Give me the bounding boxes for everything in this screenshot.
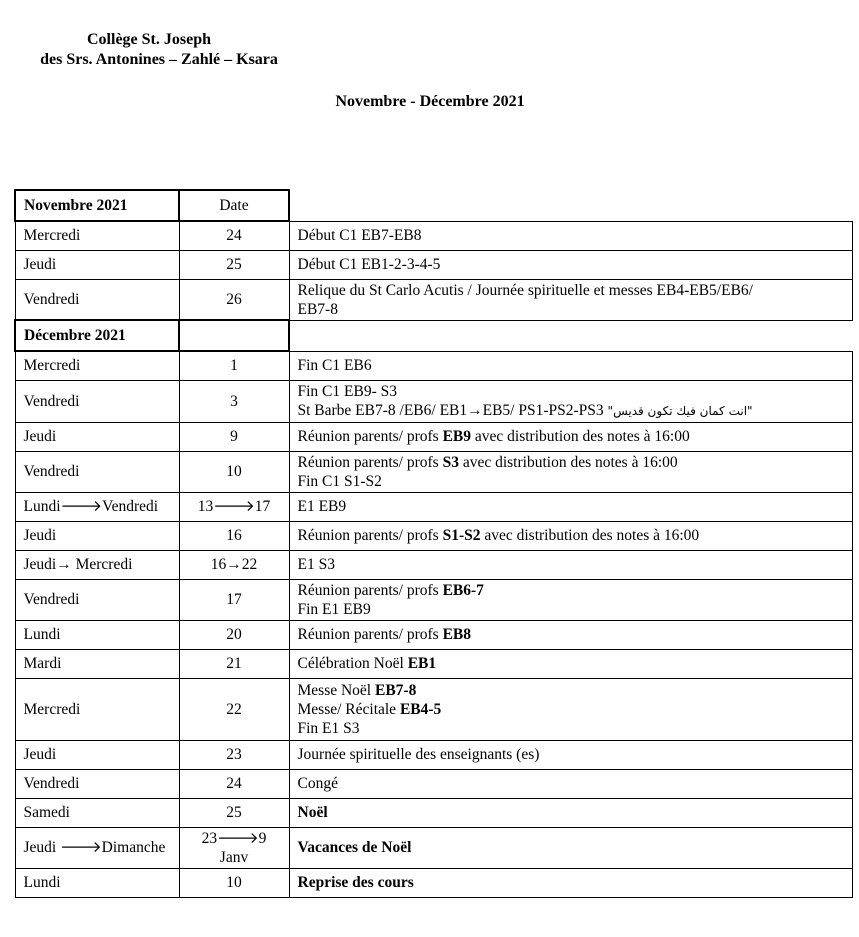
event-text-bold: Vacances de Noël: [297, 839, 412, 856]
event-day: Jeudi→ Mercredi: [15, 550, 179, 579]
event-day: Jeudi: [15, 250, 179, 279]
event-row: [15, 250, 852, 279]
event-description: [289, 351, 852, 380]
event-line: [298, 600, 844, 619]
event-row: [15, 521, 852, 550]
event-line: [298, 453, 844, 472]
event-text: E1 S3: [297, 556, 335, 573]
event-line: [298, 382, 844, 401]
school-name: Collège St. Joseph: [87, 31, 211, 48]
event-text: Fin E1 S3: [297, 719, 360, 737]
event-description: [289, 798, 852, 827]
event-text: St Barbe EB7-8 /EB6/ EB1→EB5/ PS1-PS2-PS3: [297, 401, 608, 419]
event-line: [298, 654, 844, 673]
event-day: Mercredi: [15, 678, 179, 740]
event-day: Lundi: [15, 620, 179, 649]
event-date: 1: [179, 351, 289, 380]
date-column-header: [179, 320, 289, 351]
event-day: Vendredi: [15, 279, 179, 320]
event-line: [298, 774, 844, 793]
event-date: 22: [179, 678, 289, 740]
event-text-bold: Reprise des cours: [297, 874, 414, 891]
event-date: 26: [179, 279, 289, 320]
event-date: 10: [179, 868, 289, 897]
event-line: [298, 745, 844, 764]
event-text: Journée spirituelle des enseignants (es): [297, 746, 540, 763]
date-column-header: Date: [179, 190, 289, 221]
event-date: 17: [179, 579, 289, 620]
event-date: 25: [179, 250, 289, 279]
event-text: Début C1 EB1-2-3-4-5: [297, 256, 441, 273]
event-text-bold: EB8: [442, 626, 472, 643]
event-row: [15, 620, 852, 649]
event-date: 23🡒9 Janv: [179, 827, 289, 868]
event-line: [298, 427, 844, 446]
event-date: 20: [179, 620, 289, 649]
event-day: Mardi: [15, 649, 179, 678]
event-day: Lundi🡒Vendredi: [15, 492, 179, 521]
event-date: 9: [179, 422, 289, 451]
event-day: Vendredi: [15, 451, 179, 492]
event-text: avec distribution des notes à 16:00: [458, 453, 678, 471]
event-row: [15, 380, 852, 422]
event-text: Congé: [297, 775, 338, 792]
event-description: [289, 678, 852, 740]
event-line: [298, 873, 844, 892]
event-row: [15, 798, 852, 827]
page-title: Novembre - Décembre 2021: [335, 93, 525, 110]
event-description: [289, 221, 852, 250]
event-line: [298, 803, 844, 822]
event-text-bold: S1-S2: [442, 527, 481, 544]
event-date: 13🡒17: [179, 492, 289, 521]
event-day: Jeudi: [15, 740, 179, 769]
event-date: 24: [179, 221, 289, 250]
event-text: Relique du St Carlo Acutis / Journée spirituelle et messes EB4-EB5/EB6/: [297, 281, 753, 299]
event-date: 21: [179, 649, 289, 678]
section-blank-cell: [289, 190, 852, 221]
event-text: avec distribution des notes à 16:00: [480, 527, 700, 544]
event-text: Réunion parents/ profs: [297, 527, 443, 544]
event-row: [15, 422, 852, 451]
section-header-row: [15, 320, 852, 351]
event-line: [298, 356, 844, 375]
event-day: Mercredi: [15, 221, 179, 250]
event-text: Réunion parents/ profs: [297, 626, 443, 643]
event-line: [298, 555, 844, 574]
event-text: Fin E1 EB9: [297, 600, 371, 618]
school-location: des Srs. Antonines – Zahlé – Ksara: [40, 51, 278, 68]
event-date: 23: [179, 740, 289, 769]
event-description: [289, 380, 852, 422]
event-line: [298, 300, 844, 319]
event-row: [15, 221, 852, 250]
event-description: [289, 521, 852, 550]
section-month-label: Décembre 2021: [15, 320, 179, 351]
event-row: [15, 649, 852, 678]
event-day: Vendredi: [15, 769, 179, 798]
event-text: Réunion parents/ profs: [297, 581, 443, 599]
event-day: Vendredi: [15, 380, 179, 422]
event-row: [15, 827, 852, 868]
event-line: [298, 700, 844, 719]
event-text-bold: Noël: [297, 804, 328, 821]
event-line: [298, 281, 844, 300]
event-day: Jeudi 🡒Dimanche: [15, 827, 179, 868]
event-text: EB7-8: [297, 300, 338, 318]
event-description: [289, 250, 852, 279]
event-row: [15, 351, 852, 380]
event-row: [15, 740, 852, 769]
event-text: Messe/ Récitale: [297, 700, 400, 718]
calendar-table: [14, 189, 853, 898]
event-description: [289, 827, 852, 868]
event-text: Fin C1 EB6: [297, 357, 372, 374]
event-line: [298, 497, 844, 516]
event-text: avec distribution des notes à 16:00: [471, 428, 690, 445]
event-text: Réunion parents/ profs: [297, 428, 443, 445]
event-text-bold: EB1: [407, 655, 437, 672]
event-date: 3: [179, 380, 289, 422]
event-day: Jeudi: [15, 422, 179, 451]
event-line: [298, 681, 844, 700]
event-description: [289, 279, 852, 320]
event-text-bold: EB7-8: [375, 681, 417, 699]
event-date: 10: [179, 451, 289, 492]
event-row: [15, 550, 852, 579]
section-header-row: [15, 190, 852, 221]
event-line: [298, 401, 844, 421]
event-line: [298, 226, 844, 245]
event-description: [289, 422, 852, 451]
event-line: [298, 625, 844, 644]
event-description: [289, 769, 852, 798]
event-date: 24: [179, 769, 289, 798]
event-row: [15, 279, 852, 320]
event-description: [289, 649, 852, 678]
section-blank-cell: [289, 320, 852, 351]
event-text-bold: EB6-7: [442, 581, 484, 599]
event-day: Samedi: [15, 798, 179, 827]
event-row: [15, 451, 852, 492]
event-date: 16→22: [179, 550, 289, 579]
event-description: [289, 579, 852, 620]
event-text: Messe Noël: [297, 681, 375, 699]
event-day: Jeudi: [15, 521, 179, 550]
event-line: [298, 838, 844, 857]
arabic-motto: "انت كمان فيك تكون قديس": [607, 403, 753, 418]
event-description: [289, 550, 852, 579]
event-text: Réunion parents/ profs: [297, 453, 443, 471]
event-date: 16: [179, 521, 289, 550]
event-row: [15, 769, 852, 798]
event-line: [298, 472, 844, 491]
event-day: Mercredi: [15, 351, 179, 380]
event-text-bold: EB4-5: [399, 700, 442, 718]
event-day: Vendredi: [15, 579, 179, 620]
event-description: [289, 740, 852, 769]
section-month-label: Novembre 2021: [15, 190, 179, 221]
event-text: Fin C1 S1-S2: [297, 472, 382, 490]
event-text: Fin C1 EB9- S3: [297, 382, 397, 400]
event-text: Début C1 EB7-EB8: [297, 227, 422, 244]
event-description: [289, 868, 852, 897]
event-line: [298, 719, 844, 738]
event-text-bold: EB9: [442, 428, 472, 445]
event-row: [15, 868, 852, 897]
event-description: [289, 451, 852, 492]
event-row: [15, 678, 852, 740]
event-line: [298, 526, 844, 545]
event-text: E1 EB9: [297, 498, 347, 515]
event-description: [289, 492, 852, 521]
event-row: [15, 579, 852, 620]
event-date: 25: [179, 798, 289, 827]
event-description: [289, 620, 852, 649]
event-row: [15, 492, 852, 521]
event-text: Célébration Noël: [297, 655, 408, 672]
event-text-bold: S3: [442, 453, 459, 471]
event-day: Lundi: [15, 868, 179, 897]
event-line: [298, 581, 844, 600]
event-line: [298, 255, 844, 274]
